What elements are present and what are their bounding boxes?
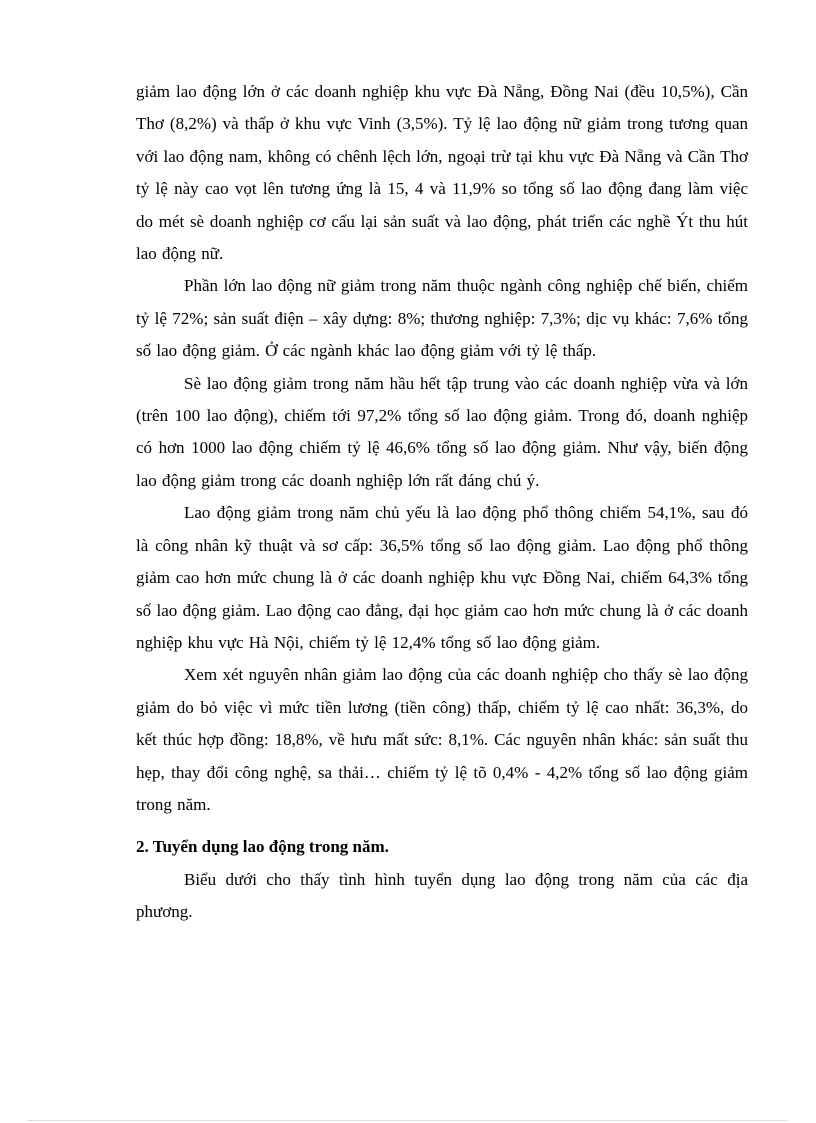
body-paragraph: Biểu dưới cho thấy tình hình tuyển dụng lao động trong năm của các địa phương. — [136, 869, 748, 922]
section-heading: 2. Tuyển dụng lao động trong năm. — [136, 837, 389, 857]
body-paragraph: Lao động giảm trong năm chủ yếu là lao động phổ thông chiếm 54,1%, sau đó là công nhân kỹ thuật và sơ cấp: 36,5% tổng số lao động giảm. Lao động phổ thông giảm cao hơn mức chung là ở các doanh nghiệp khu vực Đồng Nai, chiếm 64,3% tổng số lao động giảm. Lao động cao đẳng, đại học giảm cao hơn mức chung là ở các doanh nghiệp khu vực Hà Nội, chiếm tỷ lệ 12,4% tổng số lao động giảm. — [136, 503, 748, 652]
body-paragraph: Phần lớn lao động nữ giảm trong năm thuộc ngành công nghiệp chế biến, chiếm tỷ lệ 72%; sản suất điện – xây dựng: 8%; thương nghiệp: 7,3%; dịc vụ khác: 7,6% tổng số lao động giảm. Ở các ngành khác lao động giảm với tỷ lệ thấp. — [136, 276, 748, 361]
body-paragraph: giảm lao động lớn ở các doanh nghiệp khu vực Đà Nẵng, Đồng Nai (đều 10,5%), Cần Thơ (8,2%) và thấp ở khu vực Vinh (3,5%). Tỷ lệ lao động nữ giảm trong tương quan với lao động nam, không có chênh lệch lớn, ngoại trừ tại khu vực Đà Nẵng và Cần Thơ tỷ lệ này cao vọt lên tương ứng là 15, 4 và 11,9% so tổng số lao động đang làm việc do mét sè doanh nghiệp cơ cấu lại sản suất và lao động, phát triển các nghề Ýt thu hút lao động nữ. — [136, 82, 748, 264]
page-bottom-divider — [28, 1120, 788, 1121]
document-body — [136, 76, 748, 929]
body-paragraph: Xem xét nguyên nhân giảm lao động của các doanh nghiệp cho thấy sè lao động giảm do bỏ việc vì mức tiền lương (tiền công) thấp, chiếm tỷ lệ cao nhất: 36,3%, do kết thúc hợp đồng: 18,8%, về hưu mất sức: 8,1%. Các nguyên nhân khác: sản suất thu hẹp, thay đổi công nghệ, sa thải… chiếm tỷ lệ tõ 0,4% - 4,2% tổng số lao động giảm trong năm. — [136, 665, 748, 814]
body-paragraph: Sè lao động giảm trong năm hầu hết tập trung vào các doanh nghiệp vừa và lớn (trên 100 lao động), chiếm tới 97,2% tổng số lao động giảm. Trong đó, doanh nghiệp có hơn 1000 lao động chiếm tỷ lệ 46,6% tổng số lao động giảm. Như vậy, biến động lao động giảm trong các doanh nghiệp lớn rất đáng chú ý. — [136, 373, 748, 490]
